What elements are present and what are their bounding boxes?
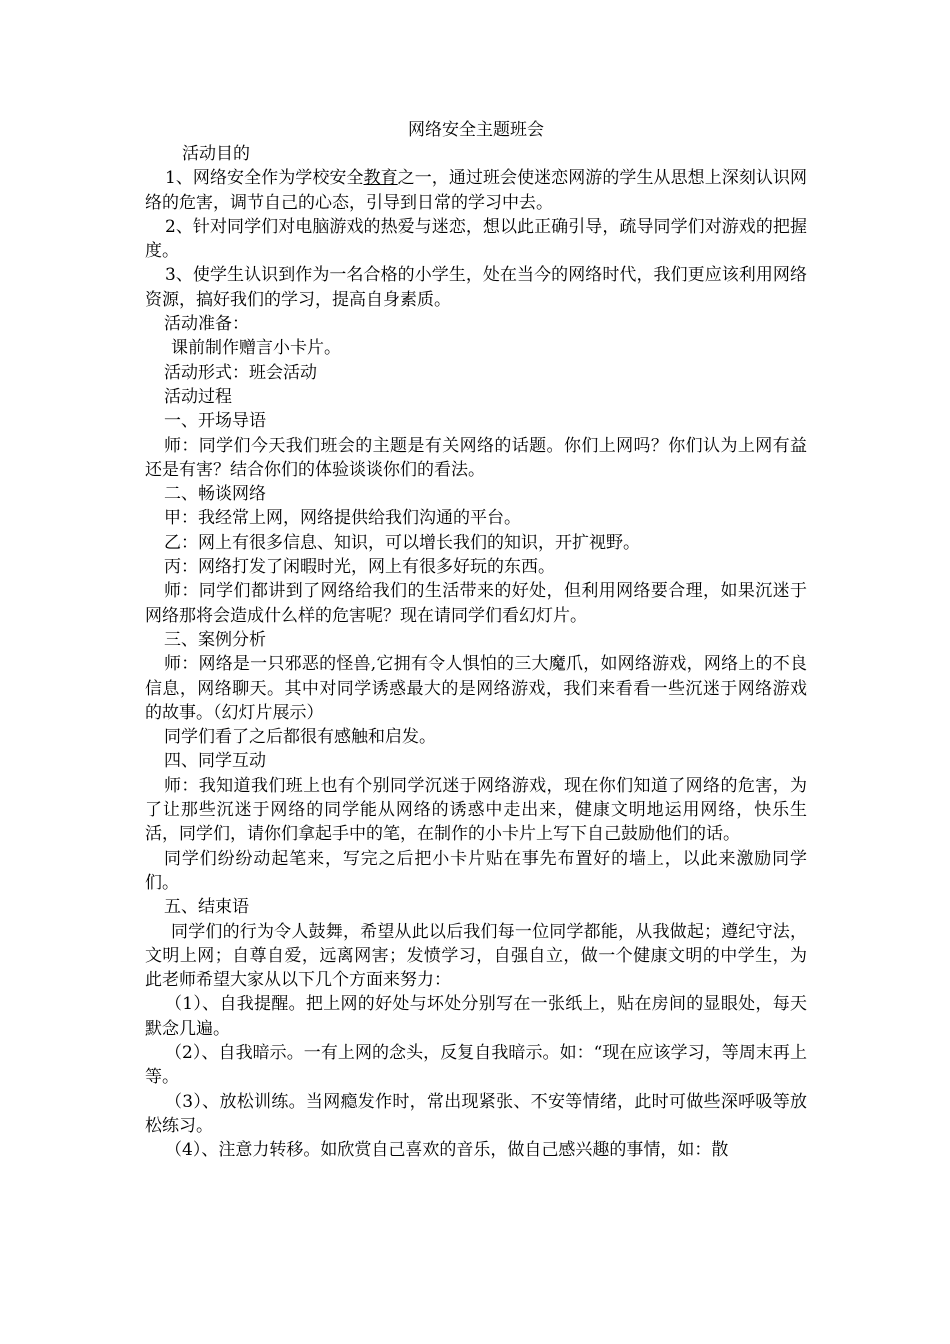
section-2-line: 甲：我经常上网，网络提供给我们沟通的平台。 [164, 508, 521, 529]
section-3-text: 师：网络是一只邪恶的怪兽,它拥有令人惧怕的三大魔爪，如网络游戏，网络上的不良信息，网络聊天。其中对同学诱惑最大的是网络游戏，我们来看看一些沉迷于网络游戏的故事。（幻灯片展示） [145, 654, 807, 723]
education-link[interactable]: 教育 [363, 168, 398, 189]
section-2-line: 乙：网上有很多信息、知识，可以增长我们的知识，开扩视野。 [164, 532, 640, 553]
purpose-item-1: 1、网络安全作为学校安全教育之一，通过班会使迷恋网游的学生从思想上深刻认识网络的危害，调节自己的心态，引导到日常的学习中去。 [145, 168, 808, 213]
section-4-text: 师：我知道我们班上也有个别同学沉迷于网络游戏，现在你们知道了网络的危害，为了让那些沉迷于网络的同学能从网络的诱惑中走出来，健康文明地运用网络，快乐生活，同学们，请你们拿起手中的笔，在制作的小卡片上写下自己鼓励他们的话。 [145, 775, 807, 845]
purpose-item-3: 3、使学生认识到作为一名合格的小学生，处在当今的网络时代，我们更应该利用网络资源，搞好我们的学习，提高自身素质。 [145, 265, 807, 310]
tip-item: （4）、注意力转移。如欣赏自己喜欢的音乐，做自己感兴趣的事情，如：散 [165, 1140, 729, 1161]
section-5-heading: 五、结束语 [164, 897, 249, 918]
prep-heading: 活动准备： [164, 314, 249, 335]
section-1-heading: 一、开场导语 [164, 411, 266, 432]
document-page [145, 118, 807, 1162]
section-4-heading: 四、同学互动 [164, 751, 266, 772]
tip-item: （2）、自我暗示。一有上网的念头，反复自我暗示。如：“现在应该学习，等周末再上等。 [145, 1042, 807, 1088]
form-text: 活动形式：班会活动 [164, 362, 317, 383]
purpose-heading: 活动目的 [182, 144, 250, 164]
section-4-after: 同学们纷纷动起笔来，写完之后把小卡片贴在事先布置好的墙上，以此来激励同学们。 [145, 848, 807, 893]
prep-text: 课前制作赠言小卡片。 [171, 338, 341, 359]
section-1-text: 师：同学们今天我们班会的主题是有关网络的话题。你们上网吗？你们认为上网有益还是有害？结合你们的体验谈谈你们的看法。 [145, 435, 807, 480]
section-2-line: 师：同学们都讲到了网络给我们的生活带来的好处，但利用网络要合理，如果沉迷于网络那将会造成什么样的危害呢？现在请同学们看幻灯片。 [145, 581, 807, 626]
section-3-heading: 三、案例分析 [164, 629, 266, 650]
purpose-item-2: 2、针对同学们对电脑游戏的热爱与迷恋，想以此正确引导，疏导同学们对游戏的把握度。 [145, 216, 807, 262]
section-3-after: 同学们看了之后都很有感触和启发。 [164, 727, 436, 748]
section-2-heading: 二、畅谈网络 [164, 484, 266, 505]
section-5-text: 同学们的行为令人鼓舞，希望从此以后我们每一位同学都能，从我做起；遵纪守法，文明上网；自尊自爱，远离网害；发愤学习，自强自立，做一个健康文明的中学生，为此老师希望大家从以下几个方面来努力： [145, 921, 807, 991]
document-title: 网络安全主题班会 [408, 120, 544, 140]
tip-item: （1）、自我提醒。把上网的好处与坏处分别写在一张纸上，贴在房间的显眼处，每天默念几遍。 [145, 994, 807, 1039]
process-heading: 活动过程 [164, 386, 232, 407]
section-2-line: 丙：网络打发了闲暇时光，网上有很多好玩的东西。 [164, 557, 555, 578]
tip-item: （3）、放松训练。当网瘾发作时，常出现紧张、不安等情绪，此时可做些深呼吸等放松练习。 [145, 1091, 807, 1136]
